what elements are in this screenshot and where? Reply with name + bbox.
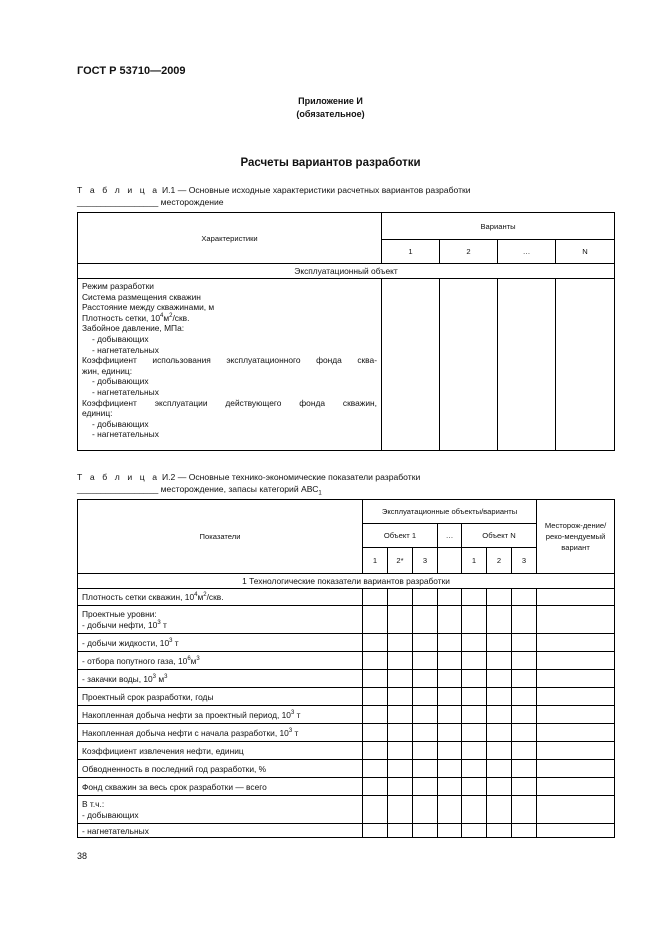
table1-value-cell (498, 279, 556, 451)
document-header: ГОСТ Р 53710—2009 (77, 65, 186, 77)
table2-row-label: В т.ч.: - добывающих (78, 796, 363, 824)
table1-item: Коэффициент использования эксплуатационного фонда сква- (82, 355, 377, 366)
table1-item: жин, единиц: (82, 365, 133, 376)
table-row (78, 778, 615, 796)
table1 (77, 212, 615, 451)
table2-subcol: 2 (487, 548, 512, 574)
table-row (78, 706, 615, 724)
section-title: Расчеты вариантов разработки (240, 157, 421, 169)
table2-row-label: - отбора попутного газа, $10^6м^3$ (78, 652, 363, 670)
table1-item: - нагнетательных (92, 344, 159, 355)
table2-subcol: 3 (512, 548, 537, 574)
table1-items-cell (78, 279, 382, 451)
table1-field-line: _________________ месторождение (77, 197, 224, 207)
table2 (77, 499, 615, 838)
appendix-status: (обязательное) (296, 109, 365, 119)
table2-subcol (438, 548, 462, 574)
table-row (78, 670, 615, 688)
table2-header-objectN: Объект N (462, 524, 537, 548)
table1-label: Т а б л и ц а (77, 185, 160, 195)
table1-variant-col: N (556, 240, 615, 264)
table2-subcol: 1 (363, 548, 388, 574)
table-row (78, 724, 615, 742)
table2-row-label: Фонд скважин за весь срок разработки — всего (78, 778, 363, 796)
table1-variant-col: 1 (382, 240, 440, 264)
table-row (78, 796, 615, 824)
table2-row-label: Проектные уровни: - добычи нефти, $10^3$ т (78, 606, 363, 634)
table2-header-indicators: Показатели (78, 500, 363, 574)
table2-section-row: 1 Технологические показатели вариантов разработки (78, 574, 615, 589)
table1-value-cell (440, 279, 498, 451)
table1-group-row: Эксплуатационный объект (78, 264, 615, 279)
table2-field-line: _________________ месторождение, запасы категорий $АВС_1$ (77, 484, 322, 497)
table2-row-label: - закачки воды, $10^3$ $м^3$ (78, 670, 363, 688)
table-row (78, 652, 615, 670)
table2-header-objects: Эксплуатационные объекты/варианты (363, 500, 537, 524)
table1-item: - добывающих (92, 333, 149, 344)
table2-caption (77, 472, 420, 482)
table1-item: Режим разработки (82, 281, 154, 291)
table1-title: И.1 — Основные исходные характеристики расчетных вариантов разработки (159, 185, 471, 195)
table1-item: Система размещения скважин (82, 291, 201, 302)
table1-item: - добывающих (92, 418, 149, 429)
table1-header-variants: Варианты (382, 213, 615, 240)
table1-value-cell (556, 279, 615, 451)
table2-row-label: - добычи жидкости, $10^3$ т (78, 634, 363, 652)
table2-subcol: 1 (462, 548, 487, 574)
table2-row-label: Проектный срок разработки, годы (78, 688, 363, 706)
table1-item: Коэффициент эксплуатации действующего фонда скважин, (82, 397, 377, 408)
table2-row-label: Накопленная добыча нефти за проектный период, $10^3$ т (78, 706, 363, 724)
table1-item: - нагнетательных (92, 386, 159, 397)
appendix-title: Приложение И (298, 96, 363, 106)
table2-subcol: 2* (388, 548, 413, 574)
table2-label: Т а б л и ц а (77, 472, 160, 482)
table2-row-label: Обводненность в последний год разработки, % (78, 760, 363, 778)
table2-header-object1: Объект 1 (363, 524, 438, 548)
table-row (78, 742, 615, 760)
table1-item: - нагнетательных (92, 429, 159, 440)
table2-header-field: Месторож-дение/реко-мендуемый вариант (537, 500, 615, 574)
table2-row-label: Коэффициент извлечения нефти, единиц (78, 742, 363, 760)
table2-row-label: Накопленная добыча нефти с начала разработки, $10^3$ т (78, 724, 363, 742)
table1-caption (77, 185, 471, 195)
table2-header-ellipsis: … (438, 524, 462, 548)
table2-subcol: 3 (413, 548, 438, 574)
table-row (78, 760, 615, 778)
table1-header-characteristics: Характеристики (78, 213, 382, 264)
page-number: 38 (77, 851, 88, 861)
table-row (78, 606, 615, 634)
table1-item: Расстояние между скважинами, м (82, 302, 215, 313)
table-row (78, 824, 615, 838)
table2-row-label: Плотность сетки скважин, $10^4м^2$/скв. (78, 589, 363, 606)
table1-value-cell (382, 279, 440, 451)
table2-title: И.2 — Основные технико-экономические показатели разработки (159, 472, 421, 482)
table2-row-label: - нагнетательных (78, 824, 363, 838)
table-row (78, 688, 615, 706)
table-row (78, 589, 615, 606)
table1-variant-col: 2 (440, 240, 498, 264)
table1-variant-col: … (498, 240, 556, 264)
table1-item: Забойное давление, МПа: (82, 323, 185, 334)
table1-item: единиц: (82, 408, 113, 419)
table1-item: - добывающих (92, 376, 149, 387)
table1-item: Плотность сетки, $10^4м^2$/скв. (82, 312, 190, 323)
table-row (78, 634, 615, 652)
